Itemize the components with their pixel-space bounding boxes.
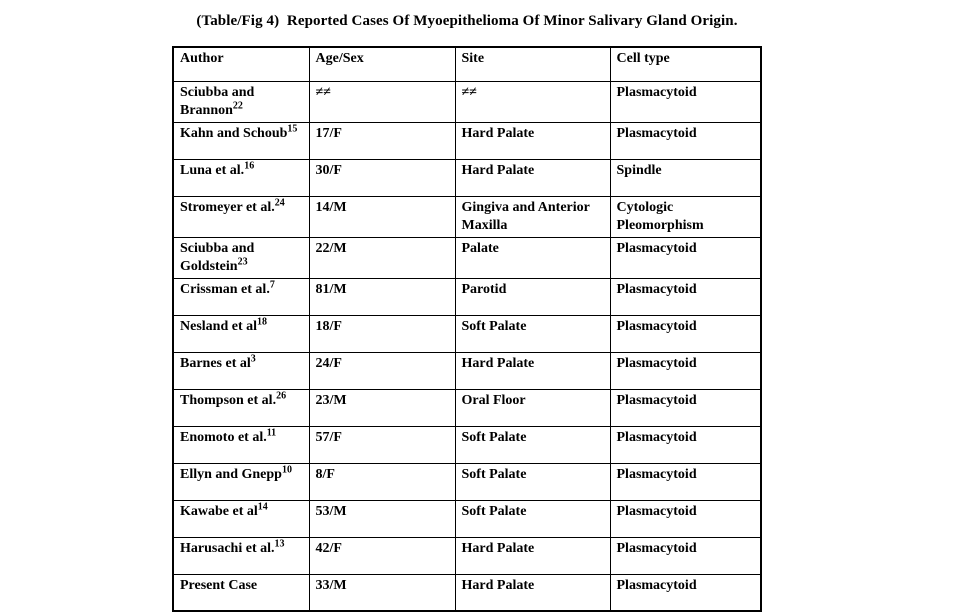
table-row — [173, 81, 761, 122]
reference-superscript: 22 — [232, 99, 243, 111]
cell-type-cell: Plasmacytoid — [610, 237, 761, 278]
header-row — [173, 47, 761, 81]
table-row — [173, 537, 761, 574]
table-row — [173, 237, 761, 278]
table-caption: (Table/Fig 4) Reported Cases Of Myoepithelioma Of Minor Salivary Gland Origin. — [196, 13, 738, 29]
reference-superscript: 24 — [274, 196, 285, 208]
reported-cases-table — [172, 46, 762, 612]
age-sex-cell: 30/F — [309, 159, 455, 196]
table-row — [173, 389, 761, 426]
cell-type-cell: Spindle — [610, 159, 761, 196]
author-name: Harusachi et al. — [180, 540, 275, 556]
age-sex-cell: 8/F — [309, 463, 455, 500]
author-cell — [173, 237, 309, 278]
age-sex-cell: ≠≠ — [309, 81, 455, 122]
site-cell: Palate — [455, 237, 610, 278]
cell-type-cell: Plasmacytoid — [610, 426, 761, 463]
site-cell: Hard Palate — [455, 159, 610, 196]
age-sex-cell: 81/M — [309, 278, 455, 315]
author-name: Kahn and Schoub — [180, 125, 288, 141]
table-row — [173, 352, 761, 389]
author-name: Stromeyer et al. — [180, 199, 275, 215]
author-name: Ellyn and Gnepp — [180, 466, 282, 482]
age-sex-cell: 17/F — [309, 122, 455, 159]
author-name: Sciubba and Brannon — [180, 84, 255, 118]
author-name: Kawabe et al — [180, 503, 258, 519]
site-cell: Soft Palate — [455, 463, 610, 500]
age-sex-cell: 33/M — [309, 574, 455, 611]
author-name: Thompson et al. — [180, 392, 277, 408]
table-row — [173, 500, 761, 537]
site-cell: Soft Palate — [455, 500, 610, 537]
column-header-site: Site — [455, 47, 610, 81]
author-name: Sciubba and Goldstein — [180, 240, 255, 274]
author-name: Barnes et al — [180, 355, 251, 371]
site-cell: Hard Palate — [455, 122, 610, 159]
author-name: Nesland et al — [180, 318, 257, 334]
author-name: Enomoto et al. — [180, 429, 267, 445]
site-cell: Parotid — [455, 278, 610, 315]
cell-type-cell: Plasmacytoid — [610, 463, 761, 500]
reference-superscript: 14 — [257, 500, 268, 512]
reference-superscript: 15 — [287, 122, 298, 134]
reference-superscript: 11 — [266, 426, 277, 438]
site-cell: Gingiva and Anterior Maxilla — [455, 196, 610, 237]
cell-type-cell: Plasmacytoid — [610, 315, 761, 352]
author-cell — [173, 426, 309, 463]
table-row — [173, 463, 761, 500]
table-row — [173, 122, 761, 159]
author-cell — [173, 352, 309, 389]
site-cell: Hard Palate — [455, 352, 610, 389]
table-row — [173, 426, 761, 463]
age-sex-cell: 23/M — [309, 389, 455, 426]
reference-superscript: 16 — [244, 159, 255, 171]
author-cell — [173, 196, 309, 237]
author-cell — [173, 122, 309, 159]
reference-superscript: 3 — [250, 352, 256, 364]
site-cell: Hard Palate — [455, 537, 610, 574]
column-header-author: Author — [173, 47, 309, 81]
column-header-age-sex: Age/Sex — [309, 47, 455, 81]
site-cell: Hard Palate — [455, 574, 610, 611]
author-name: Crissman et al. — [180, 281, 270, 297]
site-cell: ≠≠ — [455, 81, 610, 122]
author-cell — [173, 574, 309, 611]
cell-type-cell: Plasmacytoid — [610, 278, 761, 315]
site-cell: Soft Palate — [455, 315, 610, 352]
table-row — [173, 315, 761, 352]
author-cell — [173, 389, 309, 426]
cell-type-cell: Plasmacytoid — [610, 500, 761, 537]
cell-type-cell: Plasmacytoid — [610, 574, 761, 611]
table-body — [173, 81, 761, 611]
author-cell — [173, 278, 309, 315]
reference-superscript: 18 — [257, 315, 267, 327]
cell-type-cell: Plasmacytoid — [610, 389, 761, 426]
age-sex-cell: 42/F — [309, 537, 455, 574]
table-row — [173, 278, 761, 315]
author-cell — [173, 500, 309, 537]
cell-type-cell: Plasmacytoid — [610, 537, 761, 574]
age-sex-cell: 57/F — [309, 426, 455, 463]
cell-type-cell: Plasmacytoid — [610, 81, 761, 122]
reference-superscript: 23 — [237, 255, 248, 267]
author-cell — [173, 537, 309, 574]
site-cell: Soft Palate — [455, 426, 610, 463]
age-sex-cell: 14/M — [309, 196, 455, 237]
cell-type-cell: Plasmacytoid — [610, 122, 761, 159]
age-sex-cell: 24/F — [309, 352, 455, 389]
table-row — [173, 196, 761, 237]
reference-superscript: 10 — [281, 463, 292, 475]
cell-type-cell: Cytologic Pleomorphism — [610, 196, 761, 237]
age-sex-cell: 18/F — [309, 315, 455, 352]
table-row — [173, 159, 761, 196]
age-sex-cell: 22/M — [309, 237, 455, 278]
column-header-cell-type: Cell type — [610, 47, 761, 81]
reference-superscript: 7 — [269, 278, 275, 290]
author-cell — [173, 463, 309, 500]
author-name: Present Case — [180, 577, 258, 593]
reference-superscript: 26 — [276, 389, 287, 401]
table-row — [173, 574, 761, 611]
site-cell: Oral Floor — [455, 389, 610, 426]
cell-type-cell: Plasmacytoid — [610, 352, 761, 389]
author-cell — [173, 159, 309, 196]
author-cell — [173, 81, 309, 122]
reference-superscript: 13 — [274, 537, 285, 549]
age-sex-cell: 53/M — [309, 500, 455, 537]
author-name: Luna et al. — [180, 162, 245, 178]
author-cell — [173, 315, 309, 352]
